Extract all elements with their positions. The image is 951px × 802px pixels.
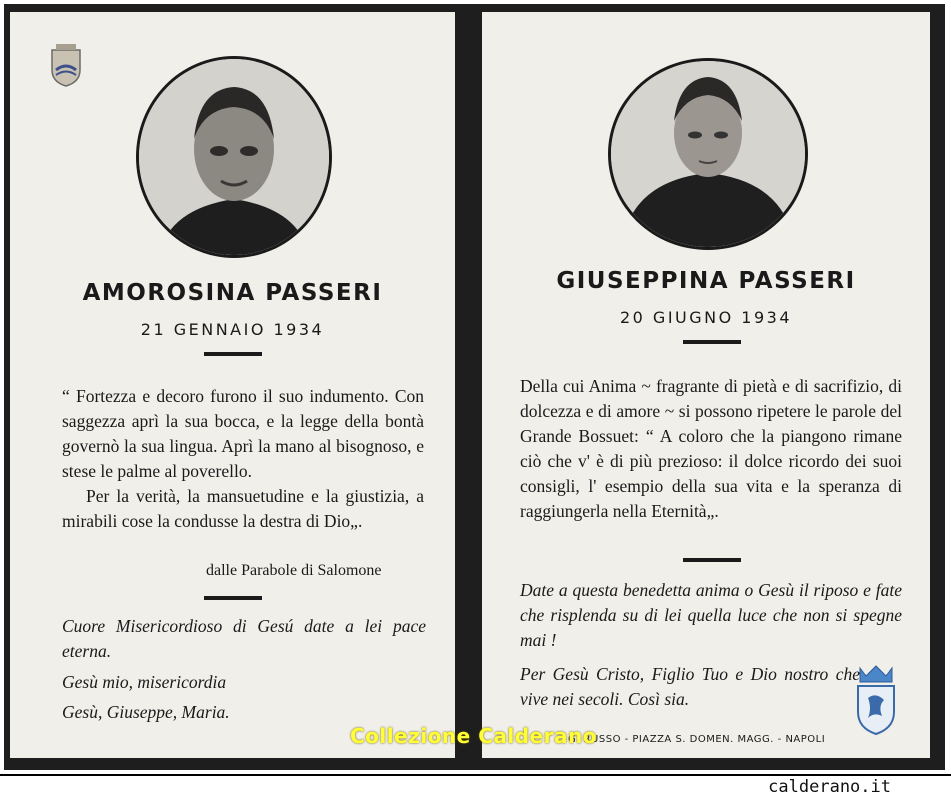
portrait-giuseppina (608, 58, 808, 250)
left-prayer-3: Gesù, Giuseppe, Maria. (62, 702, 230, 722)
right-text: Della cui Anima ~ fragrante di pietà e di sacrifizio, di dolcezza e di amore ~ si possono ripetere le parole del Grande Bossuet: “ A coloro che la piangono rimane ciò che v' è di più prezioso: il dolce ricordo dei suoi consigli, l' esempio della sua vita e la speranza di raggiungerla nella Eternità„. (520, 376, 902, 521)
left-name: AMOROSINA PASSERI (82, 280, 383, 306)
shield-crest-icon (852, 662, 900, 738)
left-prayer-2: Gesù mio, misericordia (62, 672, 227, 692)
coat-of-arms-icon (46, 40, 86, 88)
right-name: GIUSEPPINA PASSERI (556, 268, 856, 294)
portrait-amorosina (136, 56, 332, 258)
left-rule-1 (204, 352, 262, 356)
portrait-image (611, 61, 805, 247)
right-memorial-card (482, 12, 930, 758)
left-date: 21 GENNAIO 1934 (140, 320, 325, 339)
footer-bar (0, 774, 951, 802)
left-rule-2 (204, 596, 262, 600)
portrait-image (139, 59, 329, 255)
right-rule-2 (683, 558, 741, 562)
left-source: dalle Parabole di Salomone (206, 562, 382, 579)
left-quote-p1: “ Fortezza e decoro furono il suo indumento. Con saggezza aprì la sua bocca, e la legge della bontà governò la sua lingua. Aprì la mano al bisognoso, e stese le palme al poverello. (62, 386, 424, 481)
left-quote-p2: Per la verità, la mansuetudine e la giustizia, a mirabili cose la condusse la destra di Dio„. (62, 486, 424, 531)
printer-imprint: G. RUSSO - PIAZZA S. DOMEN. MAGG. - NAPOLI (568, 734, 826, 745)
left-memorial-card (10, 12, 455, 758)
right-rule-1 (683, 340, 741, 344)
right-prayer-2: Per Gesù Cristo, Figlio Tuo e Dio nostro che vive nei secoli. Così sia. (520, 664, 860, 709)
footer-site: calderano.it (768, 777, 891, 797)
collection-watermark: Collezione Calderano (350, 724, 597, 748)
right-prayer-1: Date a questa benedetta anima o Gesù il riposo e fate che risplenda su di lei quella luce che non si spegne mai ! (520, 580, 902, 650)
right-date: 20 GIUGNO 1934 (619, 308, 793, 327)
left-quote (62, 384, 424, 534)
left-prayer-1: Cuore Misericordioso di Gesú date a lei pace eterna. (62, 616, 426, 661)
